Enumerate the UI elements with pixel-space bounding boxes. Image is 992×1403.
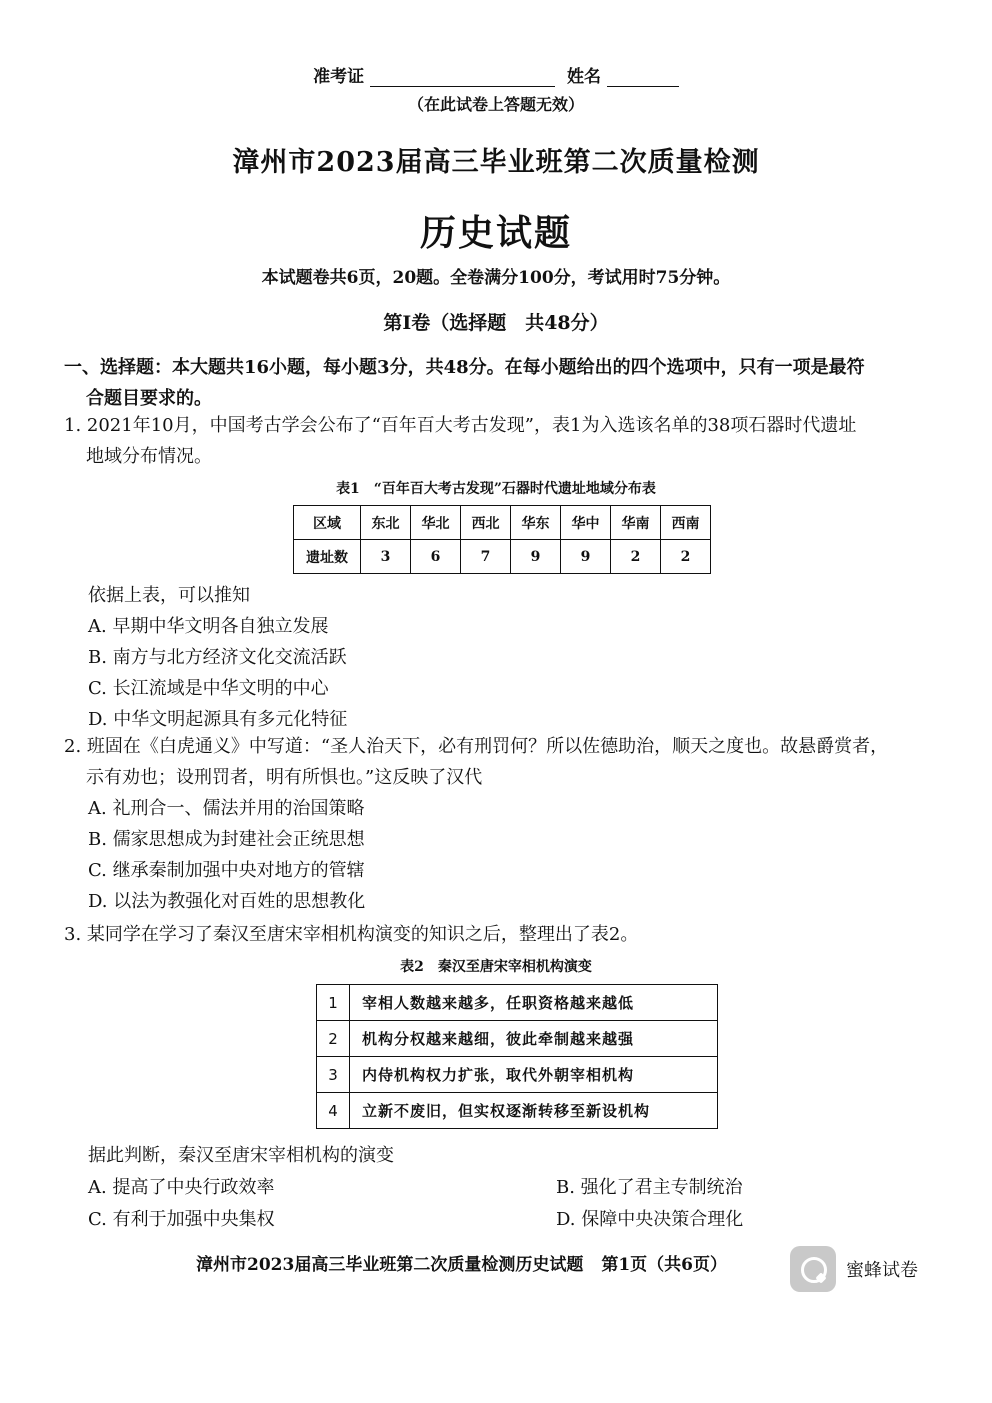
section-heading-line2: 合题目要求的。: [86, 388, 212, 409]
candidate-info: [0, 62, 992, 87]
table-1-region: 西北: [461, 506, 511, 540]
section-heading-line1: 一、选择题：本大题共16小题，每小题3分，共48分。在每小题给出的四个选项中，只有一项是最符: [64, 357, 865, 378]
table-1-region: 华南: [611, 506, 661, 540]
table-2-row: [317, 1057, 718, 1093]
subject-title: 历史试题: [419, 212, 572, 254]
table-1-count: 9: [561, 540, 611, 574]
page-footer: [196, 1250, 727, 1275]
question-1-line1: 1. 2021年10月，中国考古学会公布了“百年百大考古发现”，表1为入选该名单的38项石器时代遗址: [64, 415, 857, 436]
question-2-option-c: C. 继承秦制加强中央对地方的管辖: [88, 860, 365, 881]
question-3-line1: 3. 某同学在学习了秦汉至唐宋宰相机构演变的知识之后，整理出了表2。: [64, 924, 639, 945]
table-1-row-header: 遗址数: [294, 540, 361, 574]
question-3-option-a: A. 提高了中央行政效率: [88, 1177, 275, 1198]
footer-page-number: 第1页（共6页）: [601, 1255, 727, 1275]
name-line: [607, 68, 679, 87]
table-2-text: 机构分权越来越细，彼此牵制越来越强: [350, 1021, 718, 1057]
table-2-row: [317, 1021, 718, 1057]
table-1-count: 2: [661, 540, 711, 574]
question-1-option-a: A. 早期中华文明各自独立发展: [88, 616, 329, 637]
table-1-count-row: [294, 540, 711, 574]
question-2-option-b: B. 儒家思想成为封建社会正统思想: [88, 829, 365, 850]
table-1-region: 东北: [361, 506, 411, 540]
table-2-text: 宰相人数越来越多，任职资格越来越低: [350, 985, 718, 1021]
table-2: [316, 984, 718, 1129]
table-1-row-header: 区域: [294, 506, 361, 540]
table-1: [293, 505, 711, 574]
exam-title: 漳州市2023届高三毕业班第二次质量检测: [232, 147, 760, 178]
candidate-label: 准考证: [313, 67, 365, 87]
candidate-number-line: [370, 68, 555, 87]
question-3-option-b: B. 强化了君主专制统治: [556, 1177, 743, 1198]
table-2-number: 2: [317, 1021, 350, 1057]
table-1-count: 3: [361, 540, 411, 574]
question-1-option-b: B. 南方与北方经济文化交流活跃: [88, 647, 347, 668]
search-icon: [790, 1246, 836, 1292]
table-2-number: 1: [317, 985, 350, 1021]
question-1-option-c: C. 长江流域是中华文明的中心: [88, 678, 329, 699]
footer-title: 漳州市2023届高三毕业班第二次质量检测历史试题: [196, 1255, 584, 1275]
question-1-option-d: D. 中华文明起源具有多元化特征: [88, 709, 348, 730]
instructions: 本试题卷共6页，20题。全卷满分100分，考试用时75分钟。: [261, 268, 731, 288]
question-1-line2: 地域分布情况。: [86, 446, 212, 467]
question-2-option-a: A. 礼刑合一、儒法并用的治国策略: [88, 798, 365, 819]
table-2-number: 3: [317, 1057, 350, 1093]
table-2-text: 立新不废旧，但实权逐渐转移至新设机构: [350, 1093, 718, 1129]
table-2-text: 内侍机构权力扩张，取代外朝宰相机构: [350, 1057, 718, 1093]
question-2-option-d: D. 以法为教强化对百姓的思想教化: [88, 891, 366, 912]
table-1-region: 华中: [561, 506, 611, 540]
question-3-option-c: C. 有利于加强中央集权: [88, 1209, 275, 1230]
question-2-line2: 示有劝也；设刑罚者，明有所惧也。”这反映了汉代: [86, 767, 483, 788]
question-2: [64, 731, 954, 793]
question-1-stem: 依据上表，可以推知: [88, 585, 250, 606]
part-title: 第Ⅰ卷（选择题 共48分）: [383, 312, 609, 334]
section-heading: [64, 352, 944, 414]
table-1-count: 7: [461, 540, 511, 574]
brand-watermark[interactable]: [790, 1246, 918, 1292]
question-2-line1: 2. 班固在《白虎通义》中写道：“圣人治天下，必有刑罚何？所以佐德助治，顺天之度也。故悬爵赏者，: [64, 736, 889, 757]
table-2-caption: 表2 秦汉至唐宋宰相机构演变: [400, 959, 592, 975]
table-2-row: [317, 1093, 718, 1129]
name-label: 姓名: [566, 67, 601, 87]
table-1-count: 2: [611, 540, 661, 574]
table-1-caption: 表1 “百年百大考古发现”石器时代遗址地域分布表: [336, 481, 656, 497]
table-1-region: 华东: [511, 506, 561, 540]
question-1: [64, 410, 944, 472]
table-1-region-row: [294, 506, 711, 540]
table-1-count: 9: [511, 540, 561, 574]
table-1-count: 6: [411, 540, 461, 574]
table-2-number: 4: [317, 1093, 350, 1129]
table-2-row: [317, 985, 718, 1021]
question-3-stem: 据此判断，秦汉至唐宋宰相机构的演变: [88, 1145, 394, 1166]
brand-label: 蜜蜂试卷: [846, 1260, 918, 1281]
table-1-region: 西南: [661, 506, 711, 540]
invalid-note: （在此试卷上答题无效）: [407, 95, 584, 114]
question-3-option-d: D. 保障中央决策合理化: [556, 1209, 744, 1230]
table-1-region: 华北: [411, 506, 461, 540]
